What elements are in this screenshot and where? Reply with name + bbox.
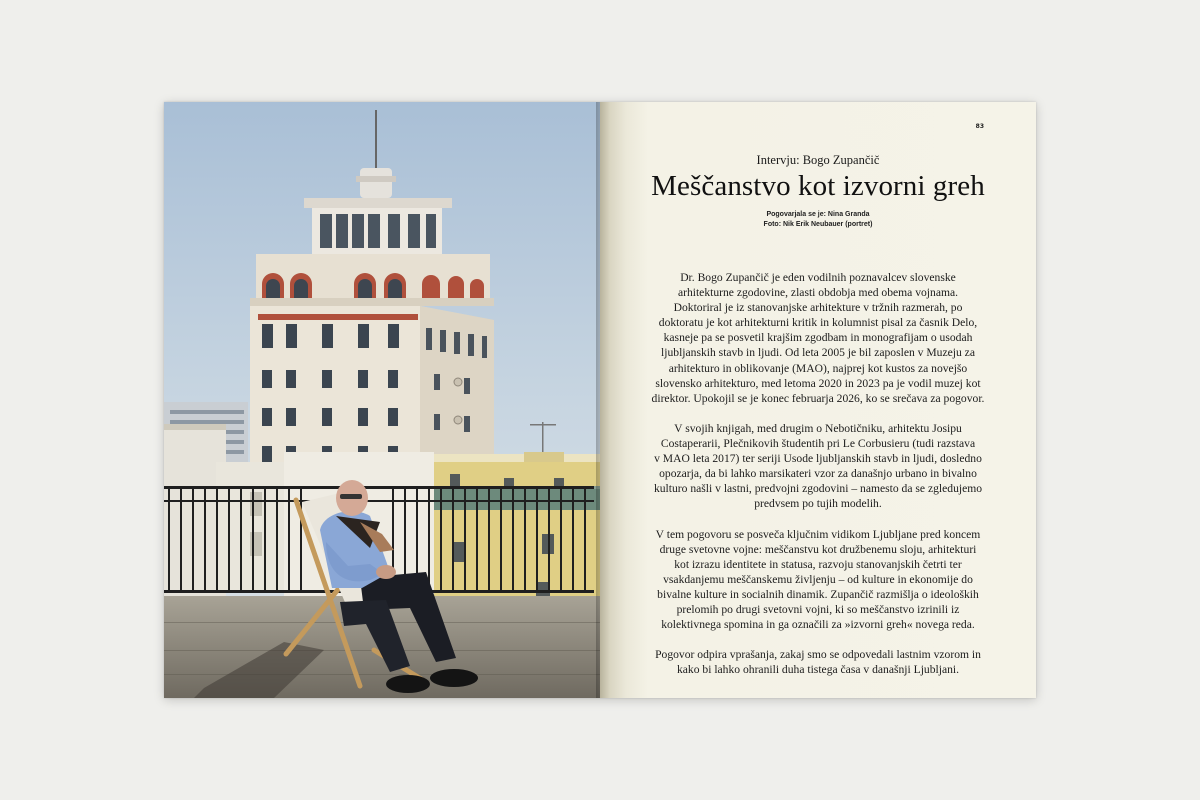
text-line: doktoratu je kot arhitekturni kritik in kolumnist pisal za časnik Delo,	[658, 316, 978, 330]
text-line: druge svetovne vojne: meščanstvu kot družbenemu sloju, arhitekturi	[659, 542, 977, 556]
author-credit: Pogovarjala se je: Nina Granda	[766, 211, 870, 218]
text-line: ljubljanskih stavb in ljudi. Od leta 2005 je bil zaposlen v Muzeju za	[661, 346, 975, 360]
article-kicker: Intervju: Bogo Zupančič	[756, 153, 880, 167]
text-line: bivalne kulture in socialnih dinamik. Zupančič razmišlja o ideoloških	[657, 587, 979, 601]
body-paragraph	[638, 647, 998, 677]
text-line: opozarja, da bi lahko marsikateri vzor za današnjo urbano in bivalno	[659, 467, 977, 481]
text-line: V tem pogovoru se posveča ključnim vidikom Ljubljane pred koncem	[655, 527, 981, 541]
text-line: direktor. Upokojil se je konec februarja 2026, ko se srečava za pogovor.	[651, 391, 985, 405]
text-line: kasneje pa se posvetil krajšim zgodbam in monografijam o usodah	[663, 331, 973, 345]
page-number: 83	[975, 123, 984, 130]
text-line: slovensko arhitekturo, med letoma 2020 in 2023 pa je vodil muzej kot	[655, 376, 981, 390]
text-line: prelomih po drugi svetovni vojni, ki so meščanstvo izrinili iz	[676, 603, 960, 617]
text-line: Costaperarii, Plečnikovih študentih pri Le Corbusieru (tudi razstava	[660, 437, 976, 451]
text-line: Dr. Bogo Zupančič je eden vodilnih poznavalcev slovenske	[680, 271, 956, 284]
body-paragraph	[638, 421, 998, 512]
text-line: kulturo našli v lastni, predvojni zgodovini – namesto da se zgledujemo	[653, 482, 983, 496]
text-line: arhitekturne zgodovine, zlasti obdobja med obema vojnama.	[677, 286, 959, 300]
text-line: kolektivnega spomina in ga označili za »izvorni greh« novega reda.	[661, 618, 975, 632]
text-line: V svojih knjigah, med drugim o Nebotičniku, arhitektu Josipu	[674, 421, 962, 435]
body-paragraph	[638, 527, 998, 633]
article-body	[638, 270, 998, 693]
text-line: Doktoriral je iz stanovanjske arhitekture v tržnih razmerah, po	[673, 301, 963, 315]
portrait-photo	[164, 102, 600, 698]
text-line: Pogovor odpira vprašanja, zakaj smo se odpovedali lastnim vzorom in	[655, 648, 981, 662]
article-title: Meščanstvo kot izvorni greh	[651, 170, 985, 202]
text-line: kako bi lahko ohranili duha tistega časa v današnji Ljubljani.	[676, 663, 960, 677]
text-line: arhitekturo in oblikovanje (MAO), najprej kot kustos za novejšo	[668, 361, 968, 375]
article-page	[600, 102, 1036, 698]
text-line: vsakdanjemu meščanskemu življenju – od kulture in ekonomije do	[663, 572, 973, 586]
intro-paragraph	[638, 270, 998, 406]
text-line: predvsem po tujih modelih.	[754, 497, 882, 511]
text-line: v MAO leta 2017) ter seriji Usode ljubljanskih stavb in ljudi, dosledno	[654, 452, 982, 466]
text-line: kot izrazu identitete in statusa, razvoju stanovanjskih četrti ter	[674, 557, 962, 571]
photo-credit: Foto: Nik Erik Neubauer (portret)	[763, 221, 873, 228]
